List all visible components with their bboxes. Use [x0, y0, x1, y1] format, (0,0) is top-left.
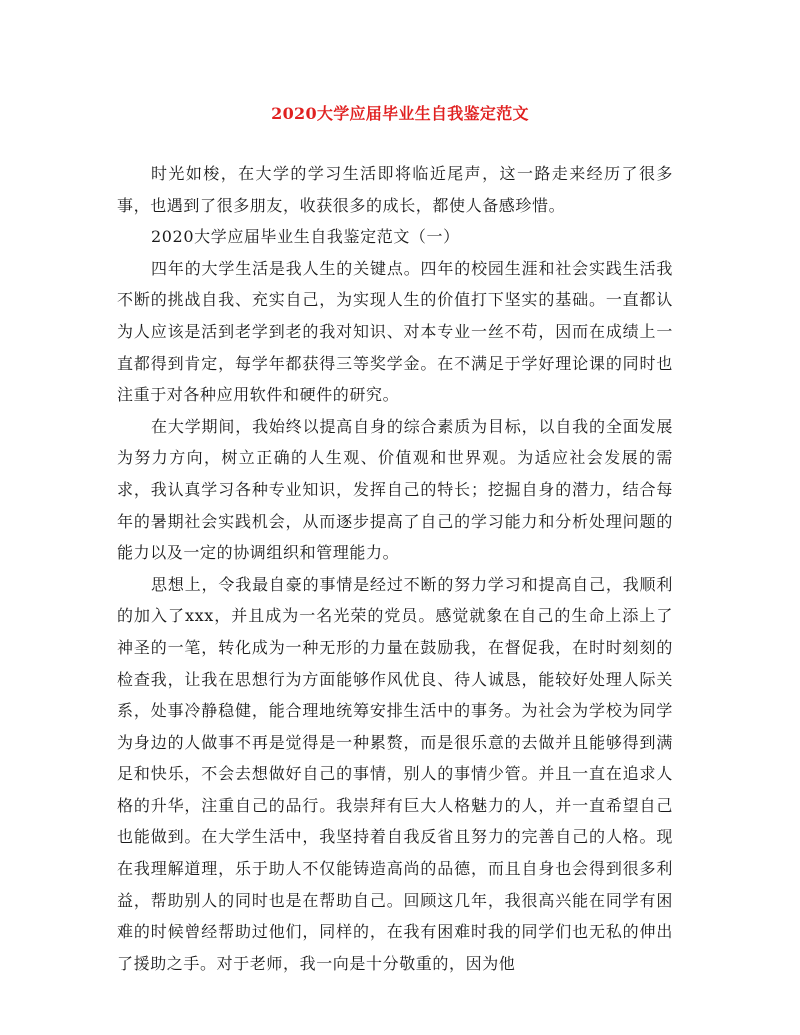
document-title: 2020大学应届毕业生自我鉴定范文 [271, 104, 529, 123]
section-heading: 2020大学应届毕业生自我鉴定范文（一） [151, 227, 460, 247]
paragraph-2: 在大学期间，我始终以提高自身的综合素质为目标，以自我的全面发展为努力方向，树立正确的人生观、价值观和世界观。为适应社会发展的需求，我认真学习各种专业知识，发挥自己的特长；挖掘自身的潜力，结合每年的暑期社会实践机会，从而逐步提高了自己的学习能力和分析处理问题的能力以及一定的协调组织和管理能力。 [117, 416, 673, 563]
document-body [117, 158, 673, 979]
paragraph-3: 思想上，令我最自豪的事情是经过不断的努力学习和提高自己，我顺利的加入了xxx，并且成为一名光荣的党员。感觉就象在自己的生命上添上了神圣的一笔，转化成为一种无形的力量在鼓励我，在督促我，在时时刻刻的检查我，让我在思想行为方面能够作风优良、待人诚恳，能较好处理人际关系，处事冷静稳健，能合理地统筹安排生活中的事务。为社会为学校为同学为身边的人做事不再是觉得是一种累赘，而是很乐意的去做并且能够得到满足和快乐，不会去想做好自己的事情，别人的事情少管。并且一直在追求人格的升华，注重自己的品行。我崇拜有巨大人格魅力的人，并一直希望自己也能做到。在大学生活中，我坚持着自我反省且努力的完善自己的人格。现在我理解道理，乐于助人不仅能铸造高尚的品德，而且自身也会得到很多利益，帮助别人的同时也是在帮助自己。回顾这几年，我很高兴能在同学有困难的时候曾经帮助过他们，同样的，在我有困难时我的同学们也无私的伸出了援助之手。对于老师，我一向是十分敬重的，因为他 [117, 574, 673, 973]
paragraph-intro: 时光如梭，在大学的学习生活即将临近尾声，这一路走来经历了很多事，也遇到了很多朋友，收获很多的成长，都使人备感珍惜。 [117, 164, 673, 215]
paragraph-1: 四年的大学生活是我人生的关键点。四年的校园生涯和社会实践生活我不断的挑战自我、充实自己，为实现人生的价值打下坚实的基础。一直都认为人应该是活到老学到老的我对知识、对本专业一丝不苟，因而在成绩上一直都得到肯定，每学年都获得三等奖学金。在不满足于学好理论课的同时也注重于对各种应用软件和硬件的研究。 [117, 258, 673, 405]
